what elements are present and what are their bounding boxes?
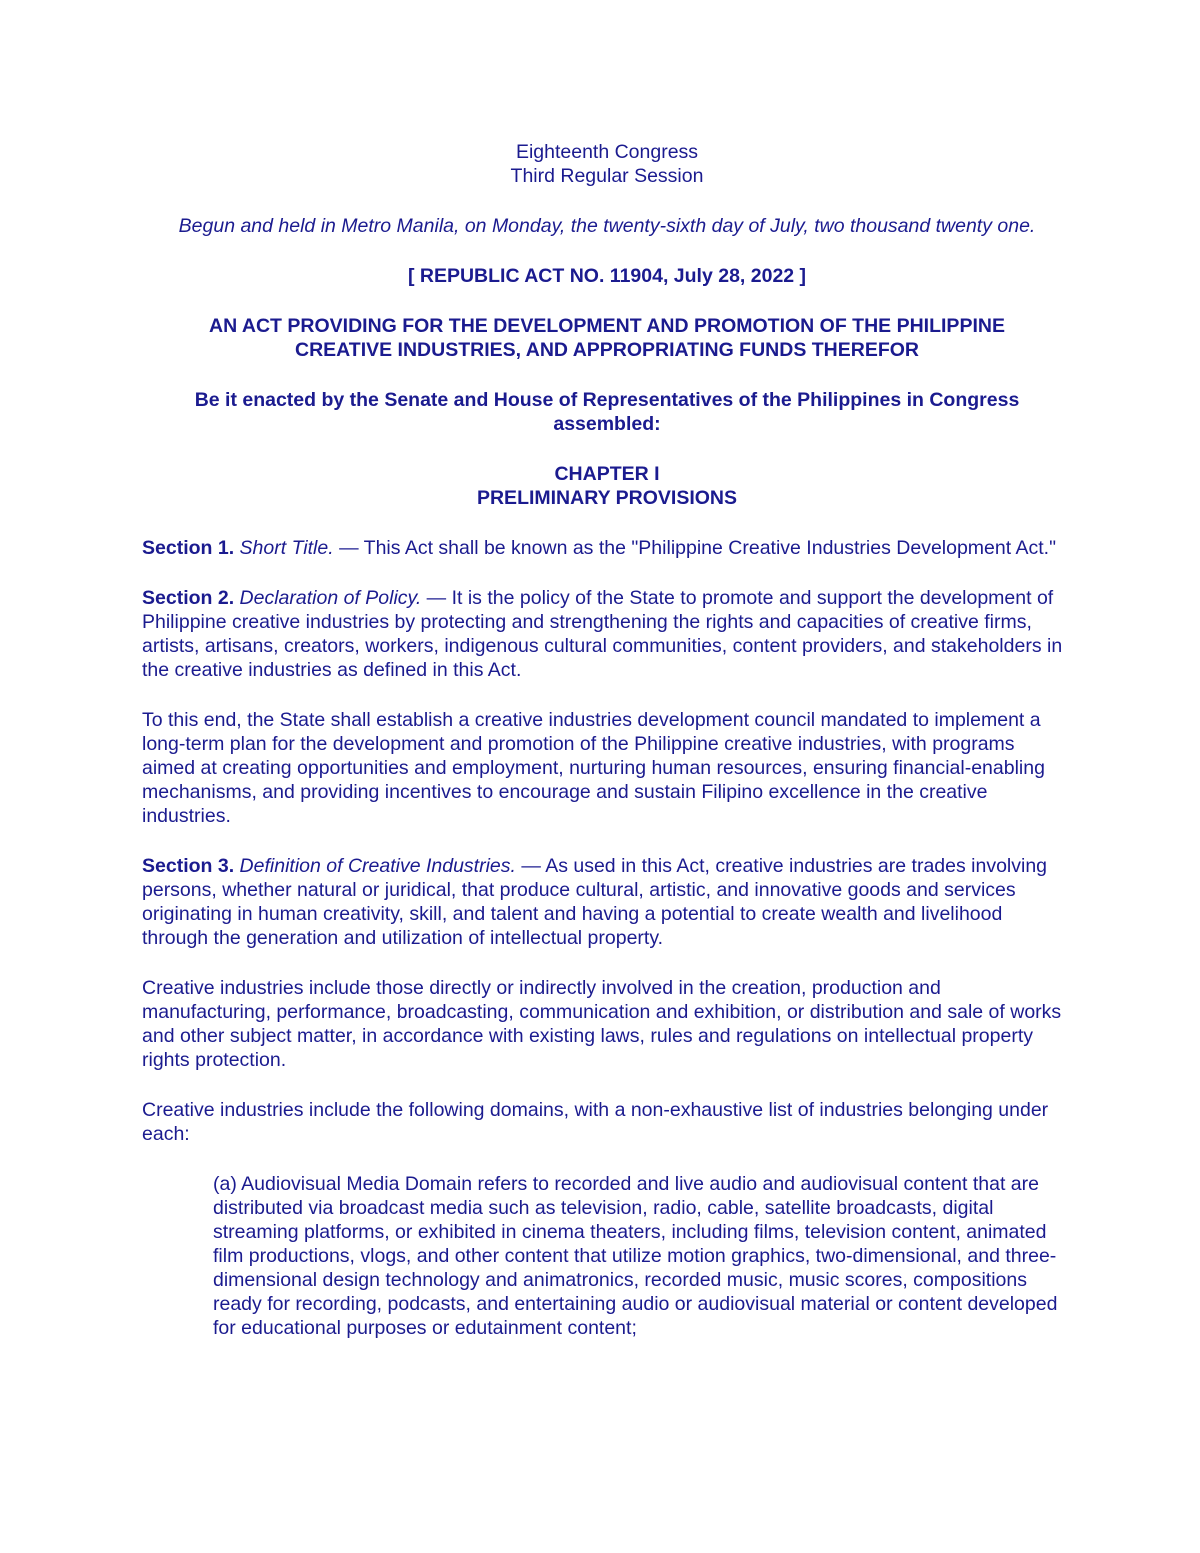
section-1-label: Section 1. [142,537,235,559]
act-title [142,314,1072,362]
enacting-clause: Be it enacted by the Senate and House of Representatives of the Philippines in Congress assembled: [194,389,1020,435]
section-3-item-a: (a) Audiovisual Media Domain refers to recorded and live audio and audiovisual content that are distributed via broadcast media such as television, radio, cable, satellite broadcasts, digital streaming platforms, or exhibited in cinema theaters, including films, television content, animated film productions, vlogs, and other content that utilize motion graphics, two-dimensional, and three-dimensional design technology and animatronics, recorded music, music scores, compositions ready for recording, podcasts, and entertaining audio or audiovisual material or content developed for educational purposes or edutainment content; [213,1173,1058,1339]
act-title-line-2: CREATIVE INDUSTRIES, AND APPROPRIATING FUNDS THEREFOR [294,339,920,361]
session-line: Third Regular Session [510,165,704,187]
section-2-heading: Declaration of Policy. [239,587,422,609]
chapter-number: CHAPTER I [554,463,660,485]
session-block [142,140,1072,188]
begun-line: Begun and held in Metro Manila, on Monday, the twenty-sixth day of July, two thousand twenty one. [178,215,1036,237]
congress-line: Eighteenth Congress [515,141,699,163]
republic-act-number: [ REPUBLIC ACT NO. 11904, July 28, 2022 ] [407,265,807,287]
section-1-text: — This Act shall be known as the "Philippine Creative Industries Development Act." [333,537,1057,559]
section-2-label: Section 2. [142,587,235,609]
act-title-line-1: AN ACT PROVIDING FOR THE DEVELOPMENT AND PROMOTION OF THE PHILIPPINE [209,315,1005,337]
section-3-label: Section 3. [142,855,235,877]
section-2-text: — It is the policy of the State to promote and support the development of Philippine creative industries by protecting and strengthening the rights and capacities of creative firms, artists, artisans, creators, workers, indigenous cultural communities, content providers, and stakeholders in the creative industries as defined in this Act. [142,587,1063,681]
chapter-heading [142,462,1072,510]
section-3-text: — As used in this Act, creative industries are trades involving persons, whether natural or juridical, that produce cultural, artistic, and innovative goods and services originating in human creativity, skill, and talent and having a potential to create wealth and livelihood through the generation and utilization of intellectual property. [142,855,1048,949]
section-3-heading: Definition of Creative Industries. [239,855,516,877]
section-3-paragraph-2: Creative industries include those directly or indirectly involved in the creation, production and manufacturing, performance, broadcasting, communication and exhibition, or distribution and sale of works and other subject matter, in accordance with existing laws, rules and regulations on intellectual property rights protection. [142,977,1062,1071]
document-page [142,140,1072,1366]
section-3-paragraph-3: Creative industries include the following domains, with a non-exhaustive list of industries belonging under each: [142,1099,1049,1145]
chapter-title: PRELIMINARY PROVISIONS [476,487,738,509]
section-2 [142,586,1072,682]
section-1 [142,536,1072,560]
section-2-paragraph-2: To this end, the State shall establish a creative industries development council mandated to implement a long-term plan for the development and promotion of the Philippine creative industries, with programs aimed at creating opportunities and employment, nurturing human resources, ensuring financial-enabling mechanisms, and providing incentives to encourage and sustain Filipino excellence in the creative industries. [142,709,1045,827]
section-1-heading: Short Title. [239,537,334,559]
section-3 [142,854,1072,950]
